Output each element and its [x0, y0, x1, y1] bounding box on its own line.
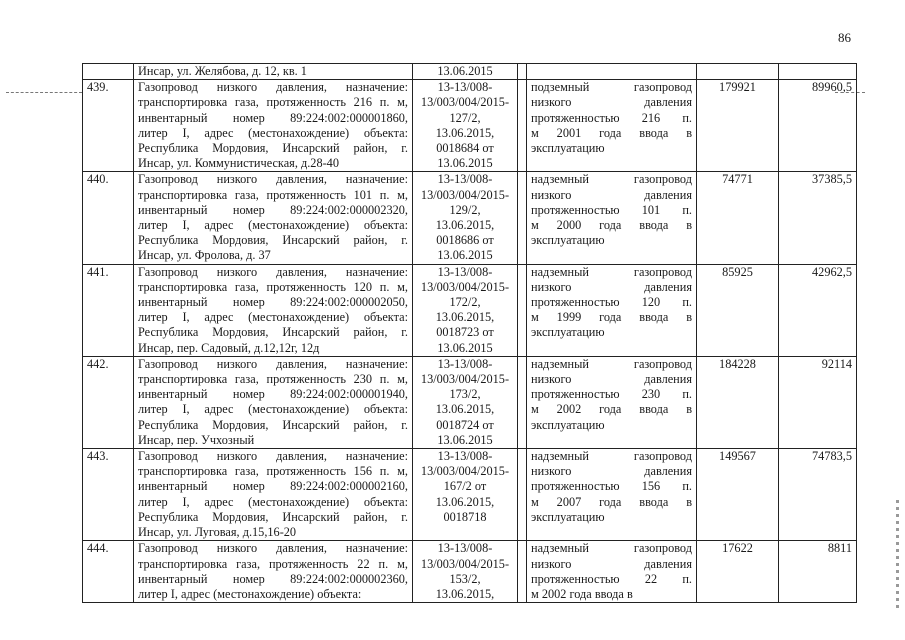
- characteristics-line: низкого давления: [531, 279, 692, 294]
- characteristics-line: эксплуатацию: [531, 325, 605, 340]
- description-line: транспортировка газа, протяженность 216 п. м,: [138, 95, 408, 110]
- description-line: транспортировка газа, протяженность 22 п. м,: [138, 556, 408, 571]
- characteristics-line: низкого давления: [531, 556, 692, 571]
- characteristics-line: протяженностью 22 п.: [531, 571, 692, 586]
- cell-description: [134, 449, 413, 541]
- cell-number: 441.: [83, 264, 134, 356]
- registration-line: 13/003/004/2015-: [420, 556, 510, 571]
- characteristics-line: протяженностью 156 п.: [531, 479, 692, 494]
- cell-characteristics: [527, 541, 697, 603]
- registration-line: 129/2,: [449, 202, 481, 217]
- registration-line: 13.06.2015,: [435, 310, 495, 325]
- characteristics-line: протяженностью 120 п.: [531, 295, 692, 310]
- registration-line: 13.06.2015: [437, 340, 493, 355]
- cell-registration: [413, 356, 518, 448]
- cell-value-2: 89960,5: [779, 80, 857, 172]
- cell-value-1: 184228: [697, 356, 779, 448]
- characteristics-line: протяженностью 216 п.: [531, 110, 692, 125]
- page-number: 86: [838, 30, 851, 45]
- cell-value-2: 74783,5: [779, 449, 857, 541]
- characteristics-line: эксплуатацию: [531, 509, 605, 524]
- cell-empty: [518, 541, 527, 603]
- description-line: инвентарный номер 89:224:002:000002160,: [138, 479, 408, 494]
- description-line: Газопровод низкого давления, назначение:: [138, 449, 408, 464]
- cell-description: [134, 356, 413, 448]
- characteristics-line: м 2002 года ввода в: [531, 586, 633, 601]
- cell-value-2: 92114: [779, 356, 857, 448]
- characteristics-line: м 2007 года ввода в: [531, 494, 692, 509]
- characteristics-line: низкого давления: [531, 372, 692, 387]
- registration-line: 127/2,: [449, 110, 481, 125]
- description-line: Инсар, ул. Коммунистическая, д.28-40: [138, 156, 339, 171]
- description-line: Газопровод низкого давления, назначение:: [138, 172, 408, 187]
- description-line: Газопровод низкого давления, назначение:: [138, 356, 408, 371]
- cell-registration: [413, 80, 518, 172]
- description-line: литер I, адрес (местонахождение) объекта:: [138, 402, 408, 417]
- description-line: транспортировка газа, протяженность 230 п. м,: [138, 372, 408, 387]
- registration-line: 13.06.2015,: [435, 402, 495, 417]
- registration-line: 173/2,: [449, 387, 481, 402]
- table-row: [83, 264, 857, 356]
- registration-line: 13/003/004/2015-: [420, 279, 510, 294]
- characteristics-line: низкого давления: [531, 187, 692, 202]
- registration-line: 13-13/008-: [437, 449, 493, 464]
- characteristics-line: м 2001 года ввода в: [531, 125, 692, 140]
- registration-line: 13.06.2015,: [435, 125, 495, 140]
- cell-number: 442.: [83, 356, 134, 448]
- table-row: [83, 80, 857, 172]
- description-line: инвентарный номер 89:224:002:000002360,: [138, 571, 408, 586]
- cell-value-1: 74771: [697, 172, 779, 264]
- registration-line: 13-13/008-: [437, 356, 493, 371]
- registry-table: [82, 63, 857, 603]
- registration-line: 13.06.2015: [437, 156, 493, 171]
- registration-line: 0018723 от: [436, 325, 494, 340]
- registration-line: 167/2 от: [443, 479, 487, 494]
- scan-artifact-line-left: [6, 92, 82, 93]
- characteristics-line: м 2000 года ввода в: [531, 218, 692, 233]
- table-row: [83, 356, 857, 448]
- cell-description: [134, 64, 413, 80]
- registration-line: 13.06.2015: [437, 248, 493, 263]
- cell-number: 440.: [83, 172, 134, 264]
- characteristics-line: протяженностью 230 п.: [531, 387, 692, 402]
- cell-number: [83, 64, 134, 80]
- registration-line: 13/003/004/2015-: [420, 95, 510, 110]
- cell-empty: [518, 172, 527, 264]
- description-line: литер I, адрес (местонахождение) объекта:: [138, 125, 408, 140]
- cell-registration: [413, 264, 518, 356]
- description-line: Инсар, ул. Луговая, д.15,16-20: [138, 525, 297, 540]
- cell-empty: [518, 356, 527, 448]
- characteristics-line: надземный газопровод: [531, 541, 692, 556]
- characteristics-line: надземный газопровод: [531, 172, 692, 187]
- characteristics-line: эксплуатацию: [531, 233, 605, 248]
- description-line: Республика Мордовия, Инсарский район, г.: [138, 325, 408, 340]
- characteristics-line: эксплуатацию: [531, 141, 605, 156]
- cell-characteristics: [527, 356, 697, 448]
- cell-value-2: 8811: [779, 541, 857, 603]
- cell-description: [134, 541, 413, 603]
- description-line: Республика Мордовия, Инсарский район, г.: [138, 417, 408, 432]
- description-line: Республика Мордовия, Инсарский район, г.: [138, 141, 408, 156]
- characteristics-line: эксплуатацию: [531, 417, 605, 432]
- registration-line: 153/2,: [449, 571, 481, 586]
- registration-line: 13.06.2015: [437, 432, 493, 447]
- characteristics-line: протяженностью 101 п.: [531, 202, 692, 217]
- registration-line: 13.06.2015: [437, 64, 493, 78]
- cell-description: [134, 264, 413, 356]
- registration-line: 0018686 от: [436, 233, 494, 248]
- characteristics-line: м 2002 года ввода в: [531, 402, 692, 417]
- description-line: Газопровод низкого давления, назначение:: [138, 541, 408, 556]
- cell-description: [134, 80, 413, 172]
- registration-line: 172/2,: [449, 295, 481, 310]
- description-line: транспортировка газа, протяженность 120 п. м,: [138, 279, 408, 294]
- cell-characteristics: [527, 80, 697, 172]
- registry-body: [83, 64, 857, 603]
- cell-empty: [518, 80, 527, 172]
- cell-value-1: 149567: [697, 449, 779, 541]
- description-line: инвентарный номер 89:224:002:000001860,: [138, 110, 408, 125]
- description-line: Газопровод низкого давления, назначение:: [138, 80, 408, 95]
- cell-description: [134, 172, 413, 264]
- cell-registration: [413, 64, 518, 80]
- registration-line: 13-13/008-: [437, 264, 493, 279]
- description-line: Инсар, пер. Учхозный: [138, 432, 255, 447]
- registration-line: 13/003/004/2015-: [420, 372, 510, 387]
- cell-value-1: 85925: [697, 264, 779, 356]
- description-line: инвентарный номер 89:224:002:000002050,: [138, 295, 408, 310]
- registration-line: 13-13/008-: [437, 541, 493, 556]
- cell-number: 444.: [83, 541, 134, 603]
- cell-registration: [413, 541, 518, 603]
- registration-line: 0018724 от: [436, 417, 494, 432]
- characteristics-line: низкого давления: [531, 464, 692, 479]
- description-line: литер I, адрес (местонахождение) объекта:: [138, 586, 362, 601]
- cell-characteristics: [527, 172, 697, 264]
- registration-line: 13-13/008-: [437, 172, 493, 187]
- description-line: Республика Мордовия, Инсарский район, г.: [138, 509, 408, 524]
- registration-line: 13-13/008-: [437, 80, 493, 95]
- table-row-continuation: [83, 64, 857, 80]
- table-row: [83, 541, 857, 603]
- characteristics-line: м 1999 года ввода в: [531, 310, 692, 325]
- description-line: инвентарный номер 89:224:002:000002320,: [138, 202, 408, 217]
- cell-value-1: 179921: [697, 80, 779, 172]
- description-line: Инсар, пер. Садовый, д.12,12г, 12д: [138, 340, 320, 355]
- scan-edge-mark: [896, 500, 899, 610]
- description-line: Республика Мордовия, Инсарский район, г.: [138, 233, 408, 248]
- registration-line: 13/003/004/2015-: [420, 464, 510, 479]
- characteristics-line: надземный газопровод: [531, 449, 692, 464]
- cell-value-2: [779, 64, 857, 80]
- registration-line: 0018684 от: [436, 141, 494, 156]
- description-line: литер I, адрес (местонахождение) объекта:: [138, 494, 408, 509]
- cell-empty: [518, 449, 527, 541]
- cell-registration: [413, 449, 518, 541]
- description-line: литер I, адрес (местонахождение) объекта:: [138, 218, 408, 233]
- characteristics-line: надземный газопровод: [531, 264, 692, 279]
- cell-value-1: [697, 64, 779, 80]
- cell-characteristics: [527, 64, 697, 80]
- cell-characteristics: [527, 449, 697, 541]
- table-row: [83, 449, 857, 541]
- description-line: Инсар, ул. Фролова, д. 37: [138, 248, 271, 263]
- registration-line: 0018718: [443, 509, 487, 524]
- table-row: [83, 172, 857, 264]
- description-line: транспортировка газа, протяженность 101 п. м,: [138, 187, 408, 202]
- description-line: литер I, адрес (местонахождение) объекта:: [138, 310, 408, 325]
- cell-value-1: 17622: [697, 541, 779, 603]
- characteristics-line: низкого давления: [531, 95, 692, 110]
- cell-value-2: 37385,5: [779, 172, 857, 264]
- description-line: транспортировка газа, протяженность 156 п. м,: [138, 464, 408, 479]
- description-line: Газопровод низкого давления, назначение:: [138, 264, 408, 279]
- cell-empty: [518, 64, 527, 80]
- cell-registration: [413, 172, 518, 264]
- registration-line: 13.06.2015,: [435, 586, 495, 601]
- characteristics-line: надземный газопровод: [531, 356, 692, 371]
- cell-empty: [518, 264, 527, 356]
- description-line: Инсар, ул. Желябова, д. 12, кв. 1: [138, 64, 307, 78]
- cell-number: 443.: [83, 449, 134, 541]
- description-line: инвентарный номер 89:224:002:000001940,: [138, 387, 408, 402]
- characteristics-line: подземный газопровод: [531, 80, 692, 95]
- cell-value-2: 42962,5: [779, 264, 857, 356]
- registration-line: 13.06.2015,: [435, 494, 495, 509]
- registration-line: 13.06.2015,: [435, 218, 495, 233]
- registration-line: 13/003/004/2015-: [420, 187, 510, 202]
- cell-number: 439.: [83, 80, 134, 172]
- cell-characteristics: [527, 264, 697, 356]
